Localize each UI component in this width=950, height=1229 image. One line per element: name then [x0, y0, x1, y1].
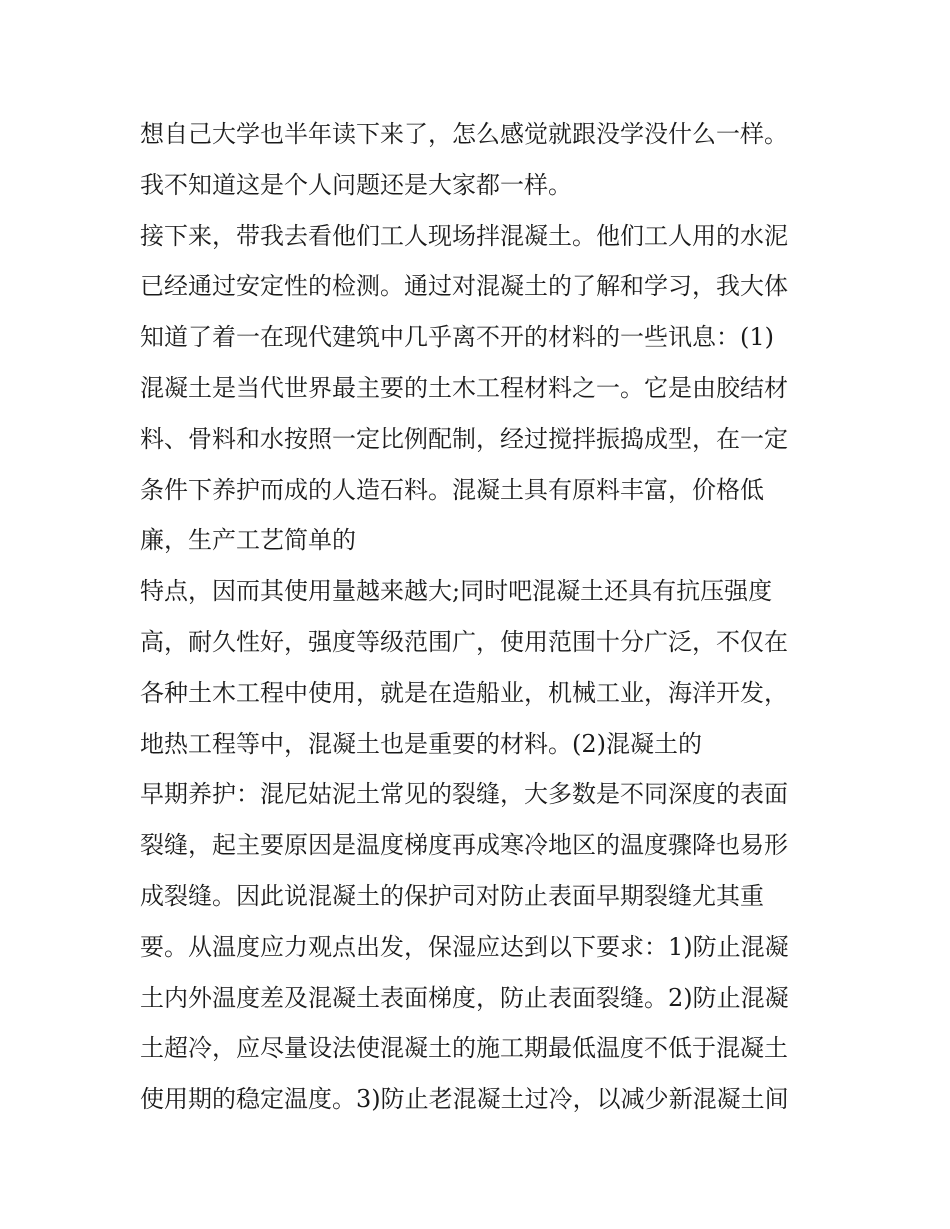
text-line: 廉，生产工艺简单的 — [140, 526, 356, 555]
text-line: 接下来，带我去看他们工人现场拌混凝土。他们工人用的水泥 — [140, 221, 788, 250]
text-line: 我不知道这是个人问题还是大家都一样。 — [140, 170, 572, 199]
text-line: 混凝土是当代世界最主要的土木工程材料之一。它是由胶结材 — [140, 373, 788, 402]
text-line: 想自己大学也半年读下来了，怎么感觉就跟没学没什么一样。 — [140, 120, 788, 148]
text-line: 高，耐久性好，强度等级范围广，使用范围十分广泛，不仅在 — [140, 627, 788, 656]
text-line: 早期养护：混尼姑泥土常见的裂缝，大多数是不同深度的表面 — [140, 780, 788, 809]
text-line: 土内外温度差及混凝土表面梯度，防止表面裂缝。2)防止混凝 — [140, 983, 789, 1012]
text-line: 裂缝，起主要原因是温度梯度再成寒冷地区的温度骤降也易形 — [140, 831, 788, 860]
text-line: 料、骨料和水按照一定比例配制，经过搅拌振捣成型，在一定 — [140, 424, 788, 453]
text-line: 各种土木工程中使用，就是在造船业，机械工业，海洋开发， — [140, 678, 788, 707]
text-line: 成裂缝。因此说混凝土的保护司对防止表面早期裂缝尤其重 — [140, 881, 764, 910]
text-line: 要。从温度应力观点出发，保湿应达到以下要求：1)防止混凝 — [140, 932, 789, 961]
text-line: 使用期的稳定温度。3)防止老混凝土过冷，以减少新混凝土间 — [140, 1085, 789, 1114]
text-line: 地热工程等中，混凝土也是重要的材料。(2)混凝土的 — [140, 729, 702, 758]
text-line: 条件下养护而成的人造石料。混凝土具有原料丰富，价格低 — [140, 475, 764, 504]
text-line: 土超冷，应尽量设法使混凝土的施工期最低温度不低于混凝土 — [140, 1034, 788, 1063]
text-line: 知道了着一在现代建筑中几乎离不开的材料的一些讯息：(1) — [140, 323, 774, 352]
text-line: 特点，因而其使用量越来越大;同时吧混凝土还具有抗压强度 — [140, 577, 773, 606]
text-line: 已经通过安定性的检测。通过对混凝土的了解和学习，我大体 — [140, 272, 788, 301]
body-text — [140, 109, 830, 1125]
